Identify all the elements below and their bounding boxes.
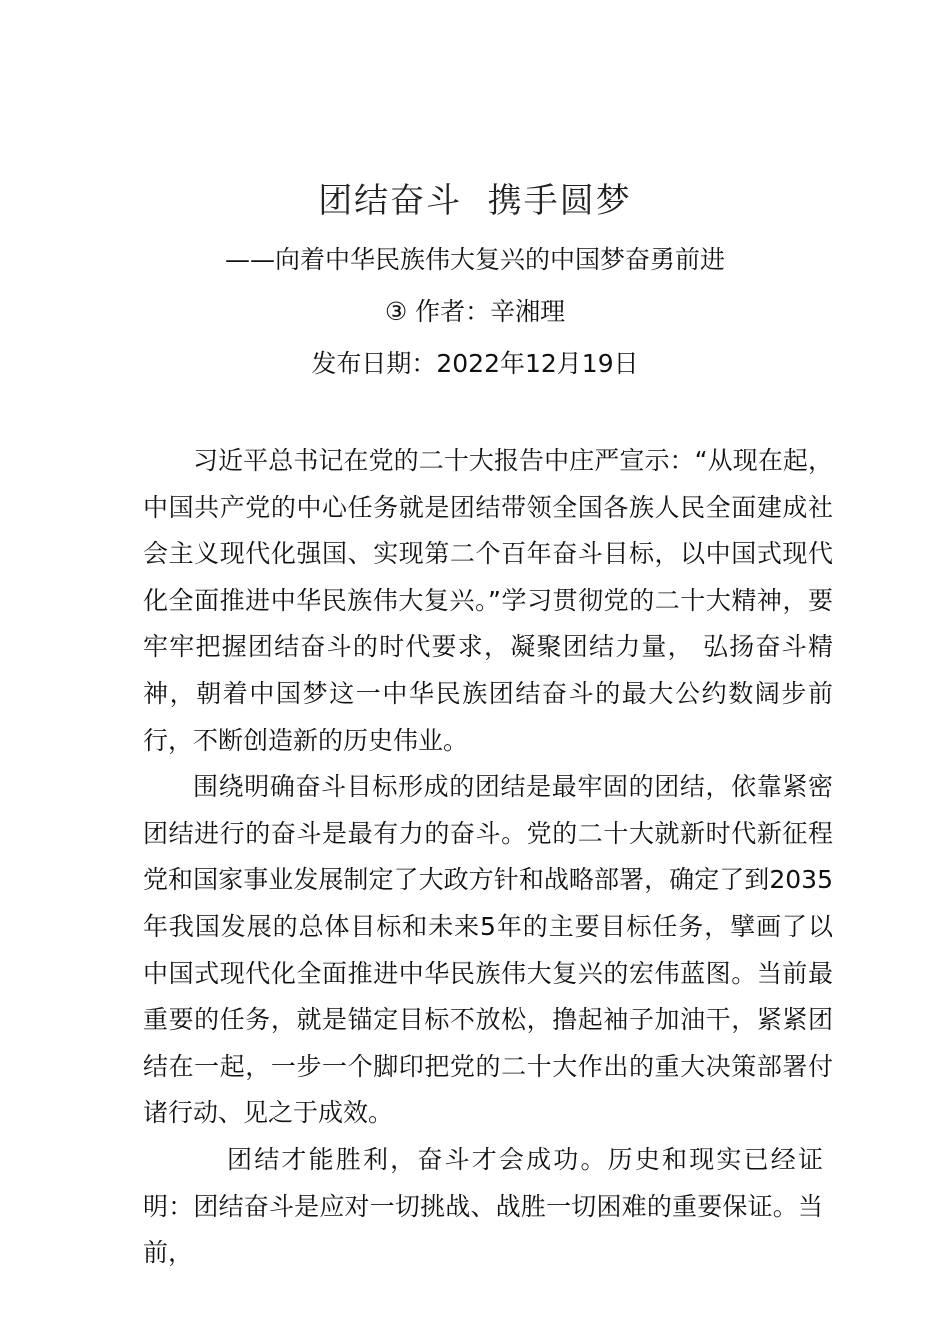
document-title: 团结奋斗 携手圆梦 — [318, 181, 632, 221]
paragraph-2: 围绕明确奋斗目标形成的团结是最牢固的团结，依靠紧密团结进行的奋斗是最有力的奋斗。党的二十大就新时代新征程党和国家事业发展制定了大政方针和战略部署，确定了到2035年我国发展的总体目标和未来5年的主要目标任务，擘画了以中国式现代化全面推进中华民族伟大复兴的宏伟蓝图。当前最重要的任务，就是锚定目标不放松，撸起袖子加油干，紧紧团结在一起，一步一个脚印把党的二十大作出的重大决策部署付诸行动、见之于成效。 — [143, 772, 833, 1128]
paragraph-1: 习近平总书记在党的二十大报告中庄严宣示：“从现在起，中国共产党的中心任务就是团结带领全国各族人民全面建成社会主义现代化强国、实现第二个百年奋斗目标，以中国式现代化全面推进中华民族伟大复兴。”学习贯彻党的二十大精神，要牢牢把握团结奋斗的时代要求，凝聚团结力量， 弘扬奋斗精神，朝着中国梦这一中华民族团结奋斗的最大公约数阔步前行，不断创造新的历史伟业。 — [143, 446, 833, 755]
document-subtitle: ——向着中华民族伟大复兴的中国梦奋勇前进 — [224, 245, 725, 274]
publish-date: 发布日期：2022年12月19日 — [311, 349, 639, 378]
paragraph-3: 团结才能胜利，奋斗才会成功。历史和现实已经证明：团结奋斗是应对一切挑战、战胜一切困难的重要保证。当前， — [143, 1144, 823, 1268]
article-body — [143, 438, 833, 1277]
author-line: ③ 作者：辛湘理 — [384, 297, 566, 326]
